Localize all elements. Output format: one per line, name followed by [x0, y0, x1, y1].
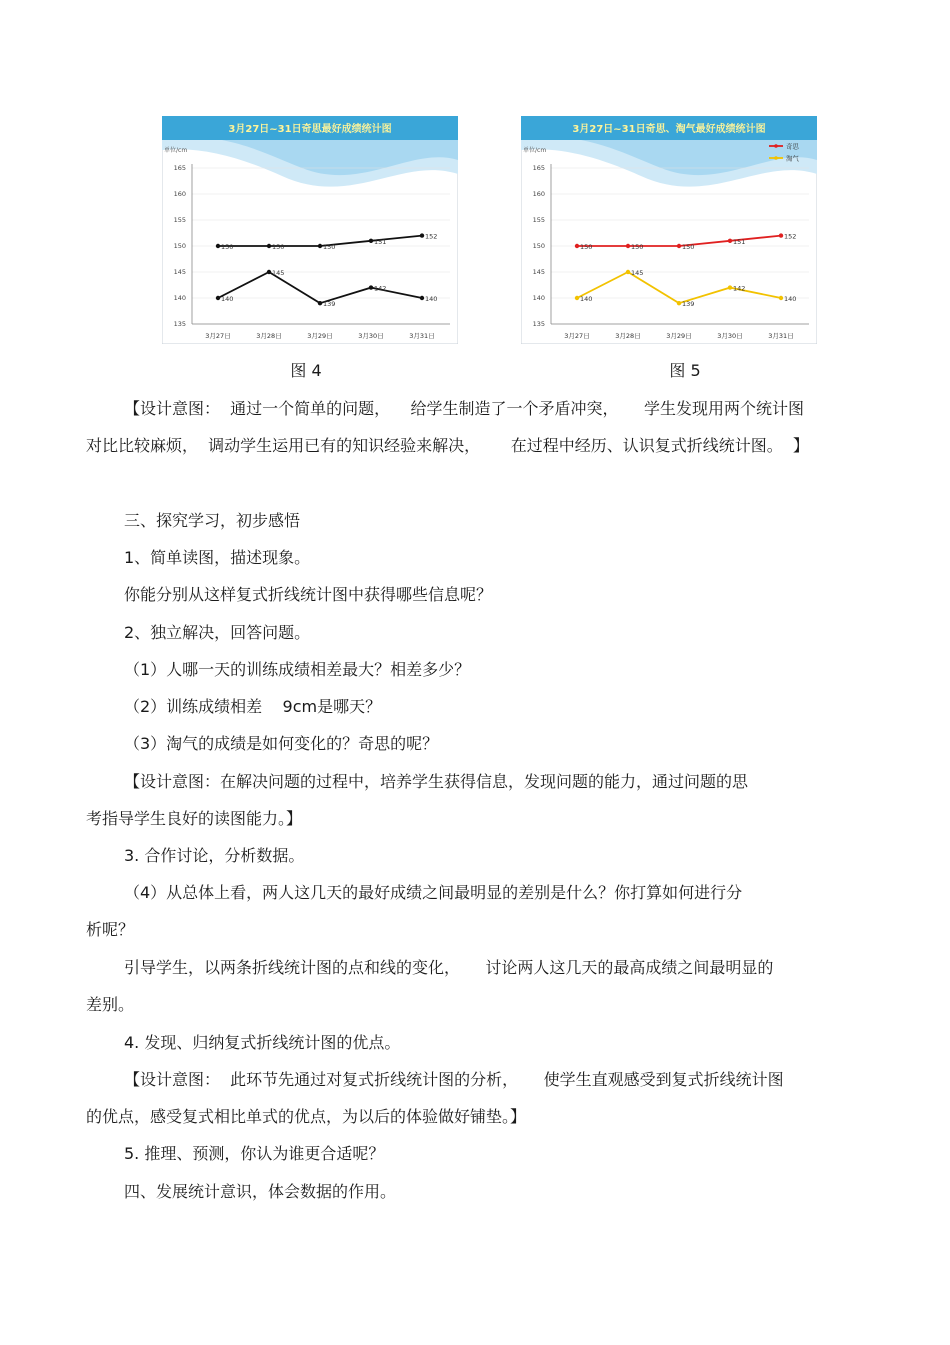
y-tick-label: 155: [173, 216, 186, 224]
step-4-heading: 4. 发现、归纳复式折线统计图的优点。: [124, 1033, 401, 1052]
data-point: [728, 239, 732, 243]
data-label: 140: [580, 295, 593, 303]
data-label: 142: [733, 284, 746, 293]
data-point: [420, 233, 424, 237]
step-1-heading: 1、简单读图，描述现象。: [124, 548, 311, 567]
y-tick-label: 155: [532, 216, 545, 224]
data-point: [369, 239, 373, 243]
line-chart-4: [162, 116, 458, 344]
y-tick-label: 160: [532, 190, 545, 198]
design-intent-3-line-2: 的优点，感受复式相比单式的优点，为以后的体验做好铺垫。】: [86, 1107, 527, 1126]
step-3-heading: 3. 合作讨论，分析数据。: [124, 846, 305, 865]
y-tick-label: 140: [532, 294, 545, 302]
y-tick-label: 145: [173, 268, 186, 276]
data-label: 140: [425, 295, 438, 303]
data-point: [626, 244, 630, 248]
design-intent-1-line-2: 对比比较麻烦， 调动学生运用已有的知识经验来解决， 在过程中经历、认识复式折线统计图。 】: [86, 436, 809, 455]
data-point: [267, 244, 271, 248]
figure-4-caption: 图 4: [290, 361, 322, 380]
data-label: 150: [580, 243, 593, 251]
y-tick-label: 140: [173, 294, 186, 302]
data-point: [267, 270, 271, 274]
legend-marker: [774, 156, 778, 160]
x-tick-label: 3月27日: [564, 332, 590, 340]
data-point: [216, 244, 220, 248]
data-label: 152: [425, 232, 438, 241]
data-label: 150: [221, 243, 234, 251]
y-tick-label: 165: [173, 164, 186, 172]
chart-title: 3月27日~31日奇思最好成绩统计图: [228, 124, 392, 135]
legend-marker: [774, 144, 778, 148]
data-point: [779, 233, 783, 237]
step-5-heading: 5. 推理、预测，你认为谁更合适呢？: [124, 1144, 385, 1163]
data-point: [420, 296, 424, 300]
data-label: 151: [733, 237, 746, 246]
data-point: [575, 296, 579, 300]
data-label: 150: [323, 243, 336, 251]
data-label: 142: [374, 284, 387, 293]
y-tick-label: 165: [532, 164, 545, 172]
question-3: （3）淘气的成绩是如何变化的？奇思的呢？: [124, 734, 439, 753]
data-label: 139: [682, 300, 695, 309]
data-point: [318, 244, 322, 248]
data-label: 140: [784, 295, 797, 303]
design-intent-2-line-2: 考指导学生良好的读图能力。】: [86, 809, 303, 828]
x-tick-label: 3月31日: [409, 332, 435, 340]
data-label: 145: [272, 269, 285, 277]
design-intent-1-line-1: 【设计意图： 通过一个简单的问题， 给学生制造了一个矛盾冲突， 学生发现用两个统计图: [124, 399, 804, 418]
data-point: [677, 244, 681, 248]
data-label: 145: [631, 269, 644, 277]
y-axis-label: 单位/cm: [523, 147, 547, 154]
step-2-heading: 2、独立解决，回答问题。: [124, 623, 311, 642]
data-point: [318, 301, 322, 305]
guidance-line-2: 差别。: [86, 995, 135, 1014]
question-4-line-1: （4）从总体上看，两人这几天的最好成绩之间最明显的差别是什么？你打算如何进行分: [124, 883, 743, 902]
x-tick-label: 3月30日: [717, 332, 743, 340]
question-4-line-2: 析呢？: [86, 920, 135, 939]
x-tick-label: 3月29日: [666, 332, 692, 340]
design-intent-2-line-1: 【设计意图：在解决问题的过程中，培养学生获得信息，发现问题的能力，通过问题的思: [124, 772, 749, 791]
x-tick-label: 3月28日: [256, 332, 282, 340]
section-3-heading: 三、探究学习，初步感悟: [124, 511, 301, 530]
x-tick-label: 3月27日: [205, 332, 231, 340]
figure-5-caption: 图 5: [669, 361, 701, 380]
line-chart-5: [521, 116, 817, 344]
x-tick-label: 3月31日: [768, 332, 794, 340]
data-label: 150: [682, 243, 695, 251]
data-label: 150: [272, 243, 285, 251]
section-4-heading: 四、发展统计意识，体会数据的作用。: [124, 1182, 397, 1201]
question-2: （2）训练成绩相差 9cm是哪天？: [124, 697, 382, 716]
question-1: （1）人哪一天的训练成绩相差最大？相差多少？: [124, 660, 471, 679]
data-label: 151: [374, 237, 387, 246]
data-point: [369, 285, 373, 289]
data-label: 152: [784, 232, 797, 241]
data-point: [677, 301, 681, 305]
data-point: [779, 296, 783, 300]
y-tick-label: 135: [532, 320, 545, 328]
data-point: [216, 296, 220, 300]
y-tick-label: 145: [532, 268, 545, 276]
guidance-line-1: 引导学生，以两条折线统计图的点和线的变化， 讨论两人这几天的最高成绩之间最明显的: [124, 958, 774, 977]
legend-label: 奇思: [786, 142, 799, 151]
data-label: 139: [323, 300, 336, 309]
y-tick-label: 150: [173, 242, 186, 250]
x-tick-label: 3月30日: [358, 332, 384, 340]
x-tick-label: 3月28日: [615, 332, 641, 340]
design-intent-3-line-1: 【设计意图： 此环节先通过对复式折线统计图的分析， 使学生直观感受到复式折线统计图: [124, 1070, 784, 1089]
figure-5-chart: [521, 116, 817, 344]
y-tick-label: 160: [173, 190, 186, 198]
data-point: [575, 244, 579, 248]
data-label: 140: [221, 295, 234, 303]
x-tick-label: 3月29日: [307, 332, 333, 340]
data-point: [626, 270, 630, 274]
legend-label: 淘气: [786, 154, 799, 163]
data-label: 150: [631, 243, 644, 251]
data-point: [728, 285, 732, 289]
y-axis-label: 单位/cm: [164, 147, 188, 154]
y-tick-label: 135: [173, 320, 186, 328]
figure-4-chart: [162, 116, 458, 344]
step-1-question: 你能分别从这样复式折线统计图中获得哪些信息呢？: [124, 585, 493, 604]
chart-title: 3月27日~31日奇思、淘气最好成绩统计图: [572, 124, 766, 135]
y-tick-label: 150: [532, 242, 545, 250]
